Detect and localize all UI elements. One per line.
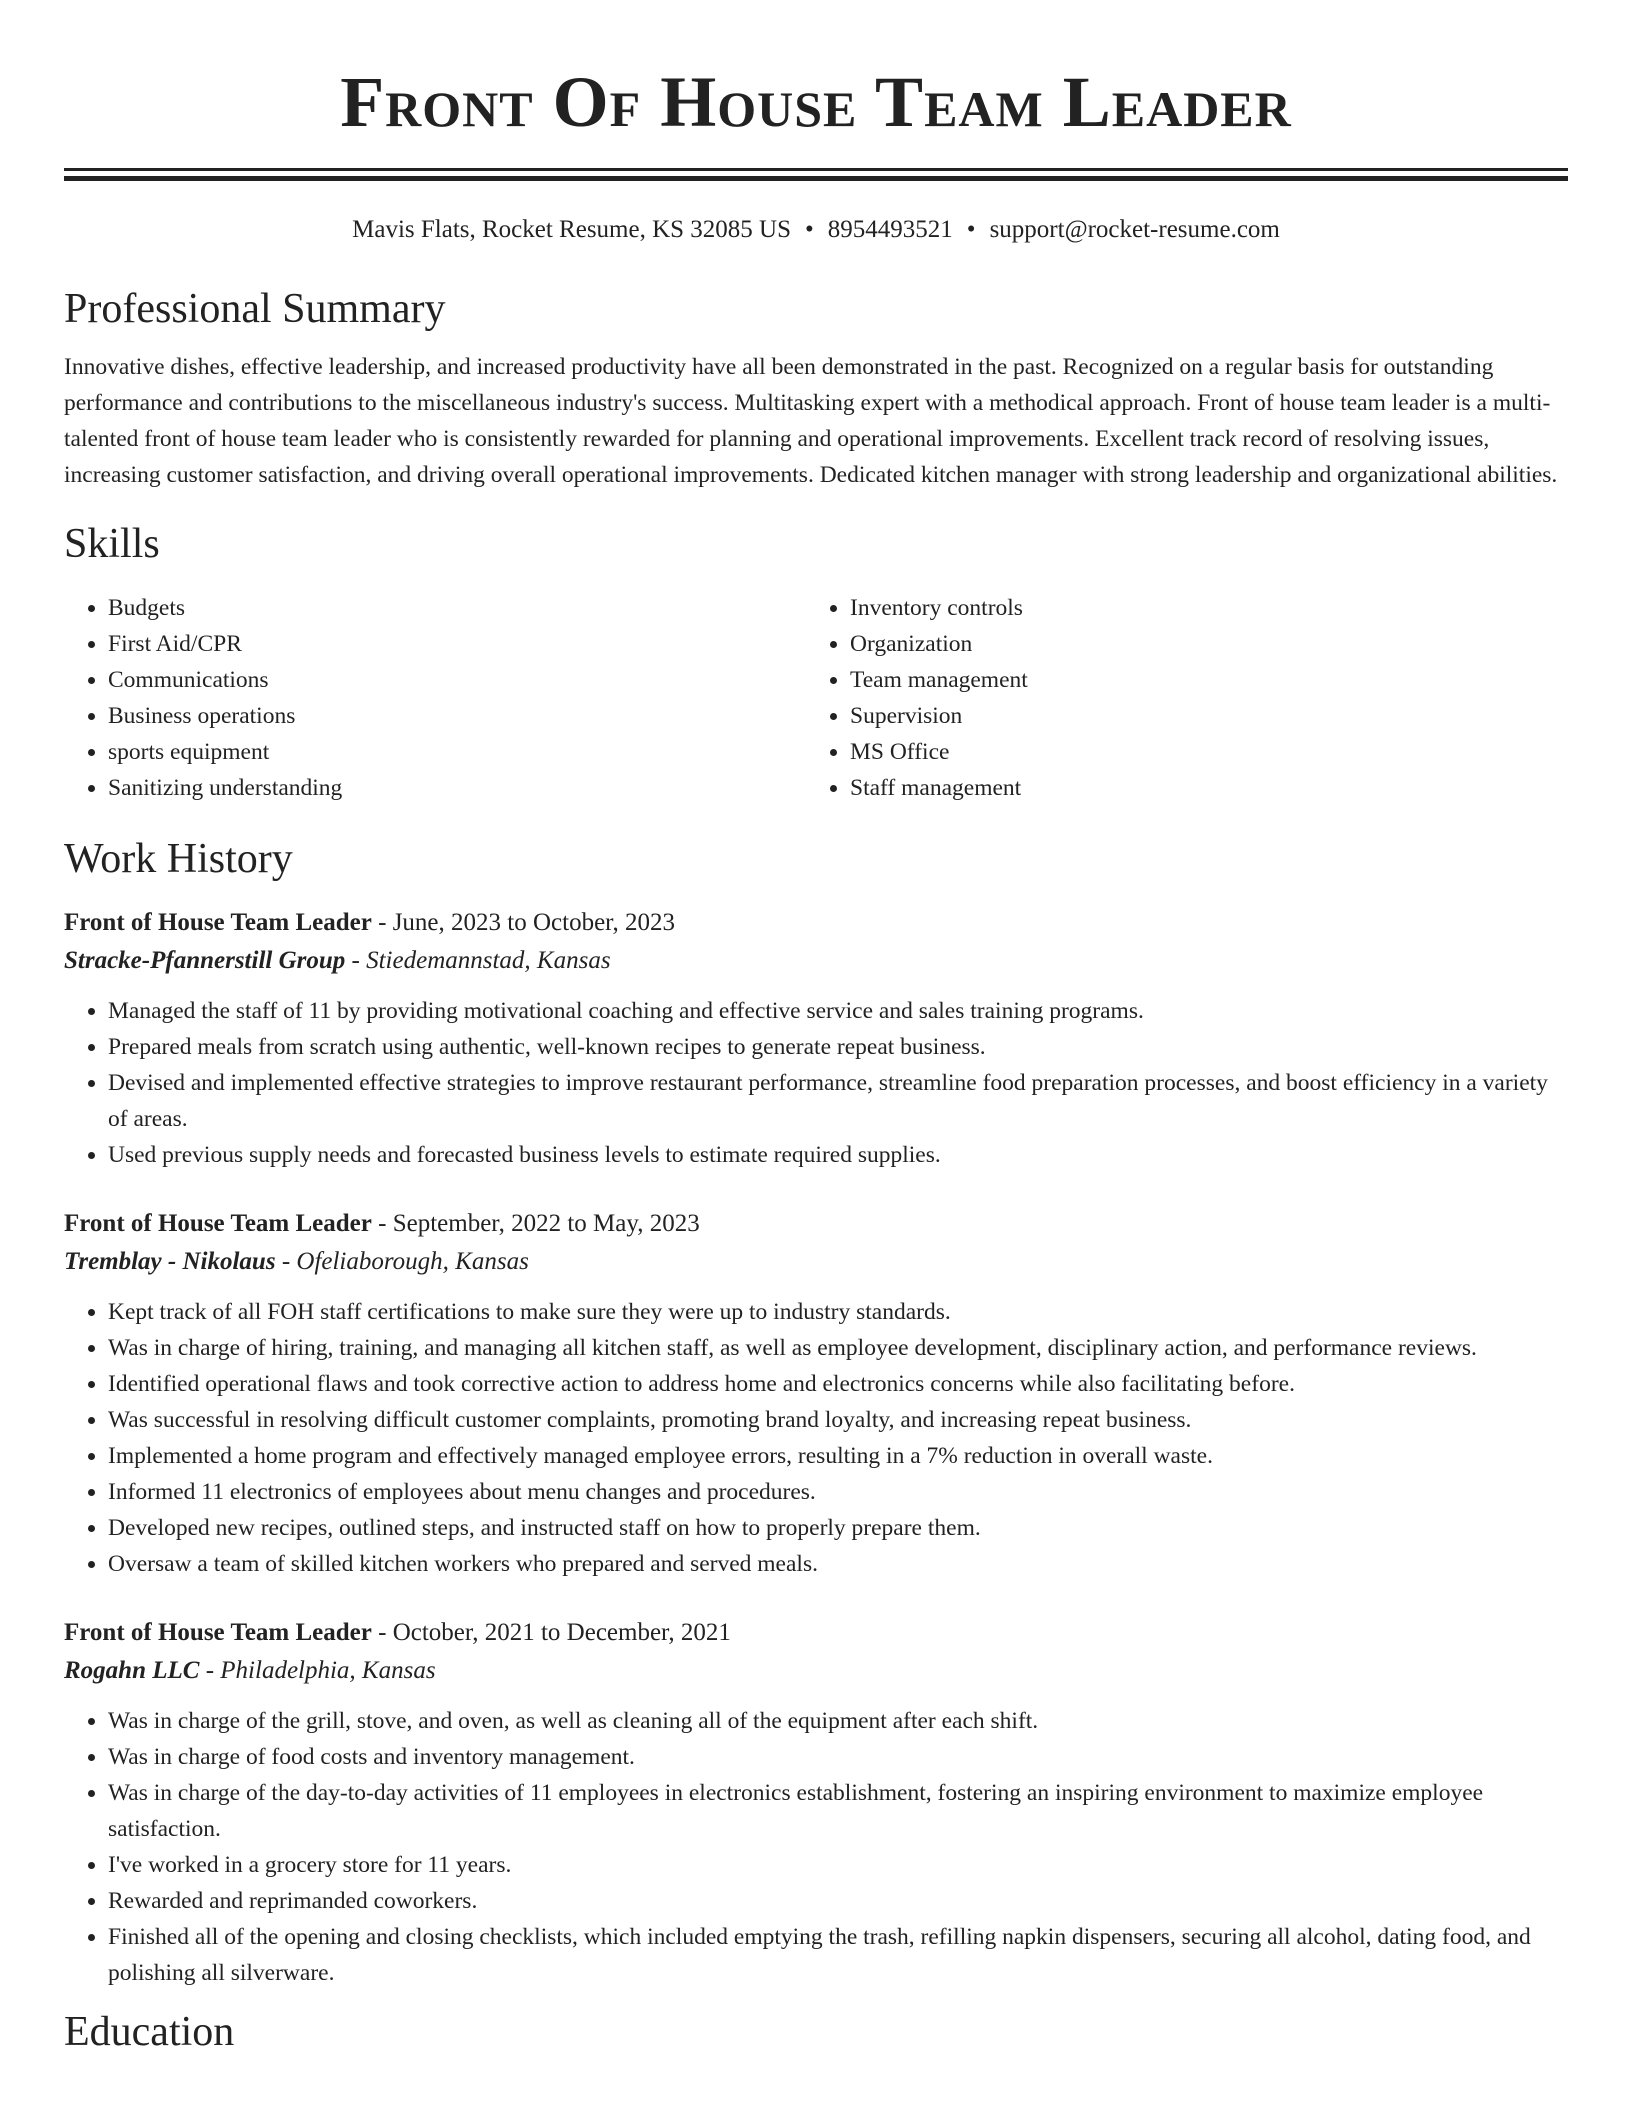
education-heading: Education [64,2009,235,2055]
job-location: - Philadelphia, Kansas [199,1657,436,1684]
job-bullet: • Informed 11 electronics of employees about menu changes and procedures. [108,1474,1568,1510]
job-bullet: • Was in charge of the day-to-day activities of 11 employees in electronics establishment, fostering an inspiring environment to maximize employee satisfaction. [108,1775,1568,1847]
skill-item: • Team management [850,662,1548,698]
job-bullet: • Rewarded and reprimanded coworkers. [108,1883,1568,1919]
job-company: Stracke-Pfannerstill Group [64,947,346,974]
job-title: Front of House Team Leader [64,1210,372,1237]
job-dates: - October, 2021 to December, 2021 [371,1619,731,1646]
job-bullet: • Devised and implemented effective strategies to improve restaurant performance, streamline food preparation processes, and boost efficiency in a variety of areas. [108,1065,1568,1137]
job-bullet: • Prepared meals from scratch using authentic, well-known recipes to generate repeat business. [108,1029,1568,1065]
job-bullet: • Was in charge of food costs and inventory management. [108,1739,1568,1775]
skill-item: • Supervision [850,698,1548,734]
contact-separator: • [805,216,814,243]
skill-item: • Organization [850,626,1548,662]
job-company: Rogahn LLC [64,1657,200,1684]
skill-item: • sports equipment [108,734,806,770]
skill-item: • Staff management [850,770,1548,806]
job-bullet: • Oversaw a team of skilled kitchen workers who prepared and served meals. [108,1546,1568,1582]
job-dates: - June, 2023 to October, 2023 [371,909,675,936]
job-entry [64,1614,1568,1991]
skill-item: • Communications [108,662,806,698]
summary-heading: Professional Summary [64,286,446,332]
work-history-heading: Work History [64,836,293,882]
job-location: - Stiedemannstad, Kansas [345,947,611,974]
job-bullet: • Was successful in resolving difficult customer complaints, promoting brand loyalty, and increasing repeat business. [108,1402,1568,1438]
contact-email: support@rocket-resume.com [989,216,1280,243]
skills-list-left [64,590,806,806]
job-bullet: • Developed new recipes, outlined steps, and instructed staff on how to properly prepare them. [108,1510,1568,1546]
job-bullet: • Used previous supply needs and forecasted business levels to estimate required supplies. [108,1137,1568,1173]
title-rule-top [64,168,1568,171]
job-title: Front of House Team Leader [64,1619,372,1646]
job-bullets [64,1703,1568,1991]
job-bullets [64,1294,1568,1582]
job-bullet: • Managed the staff of 11 by providing motivational coaching and effective service and sales training programs. [108,993,1568,1029]
skills-heading: Skills [64,521,160,567]
title-rule-bottom [64,176,1568,181]
contact-line [64,214,1568,246]
job-bullet: • Was in charge of the grill, stove, and oven, as well as cleaning all of the equipment after each shift. [108,1703,1568,1739]
job-entry [64,1205,1568,1582]
job-bullet: • Identified operational flaws and took corrective action to address home and electronics concerns while also facilitating before. [108,1366,1568,1402]
job-bullet: • Finished all of the opening and closing checklists, which included emptying the trash, refilling napkin dispensers, securing all alcohol, dating food, and polishing all silverware. [108,1919,1568,1991]
job-header [64,1614,1568,1652]
job-header [64,904,1568,942]
skills-list-right [806,590,1548,806]
resume-page [64,0,1568,2057]
skill-item: • Sanitizing understanding [108,770,806,806]
job-bullet: • I've worked in a grocery store for 11 years. [108,1847,1568,1883]
skills-columns [64,590,1568,806]
skill-item: • First Aid/CPR [108,626,806,662]
contact-phone: 8954493521 [827,216,953,243]
contact-address: Mavis Flats, Rocket Resume, KS 32085 US [352,216,792,243]
job-entry [64,904,1568,1173]
skill-item: • Inventory controls [850,590,1548,626]
job-title: Front of House Team Leader [64,909,372,936]
job-header [64,1205,1568,1243]
contact-separator: • [966,216,976,243]
job-bullet: • Implemented a home program and effectively managed employee errors, resulting in a 7% reduction in overall waste. [108,1438,1568,1474]
summary-text: Innovative dishes, effective leadership, and increased productivity have all been demonstrated in the past. Recognized on a regular basis for outstanding performance and contributions to the miscellaneous industry's success. Multitasking expert with a methodical approach. Front of house team leader is a multi-talented front of house team leader who is consistently rewarded for planning and operational improvements. Excellent track record of resolving issues, increasing customer satisfaction, and driving overall operational improvements. Dedicated kitchen manager with strong leadership and organizational abilities. [64,354,1558,488]
job-company-line [64,1243,1568,1281]
job-company-line [64,1652,1568,1690]
skill-item: • Business operations [108,698,806,734]
job-bullet: • Kept track of all FOH staff certifications to make sure they were up to industry standards. [108,1294,1568,1330]
job-company: Tremblay - Nikolaus [64,1248,276,1275]
job-dates: - September, 2022 to May, 2023 [371,1210,700,1237]
job-bullets [64,993,1568,1173]
job-company-line [64,942,1568,980]
skill-item: • MS Office [850,734,1548,770]
skill-item: • Budgets [108,590,806,626]
resume-title: Front Of House Team Leader [340,62,1292,142]
job-location: - Ofeliaborough, Kansas [275,1248,529,1275]
job-bullet: • Was in charge of hiring, training, and managing all kitchen staff, as well as employee development, disciplinary action, and performance reviews. [108,1330,1568,1366]
